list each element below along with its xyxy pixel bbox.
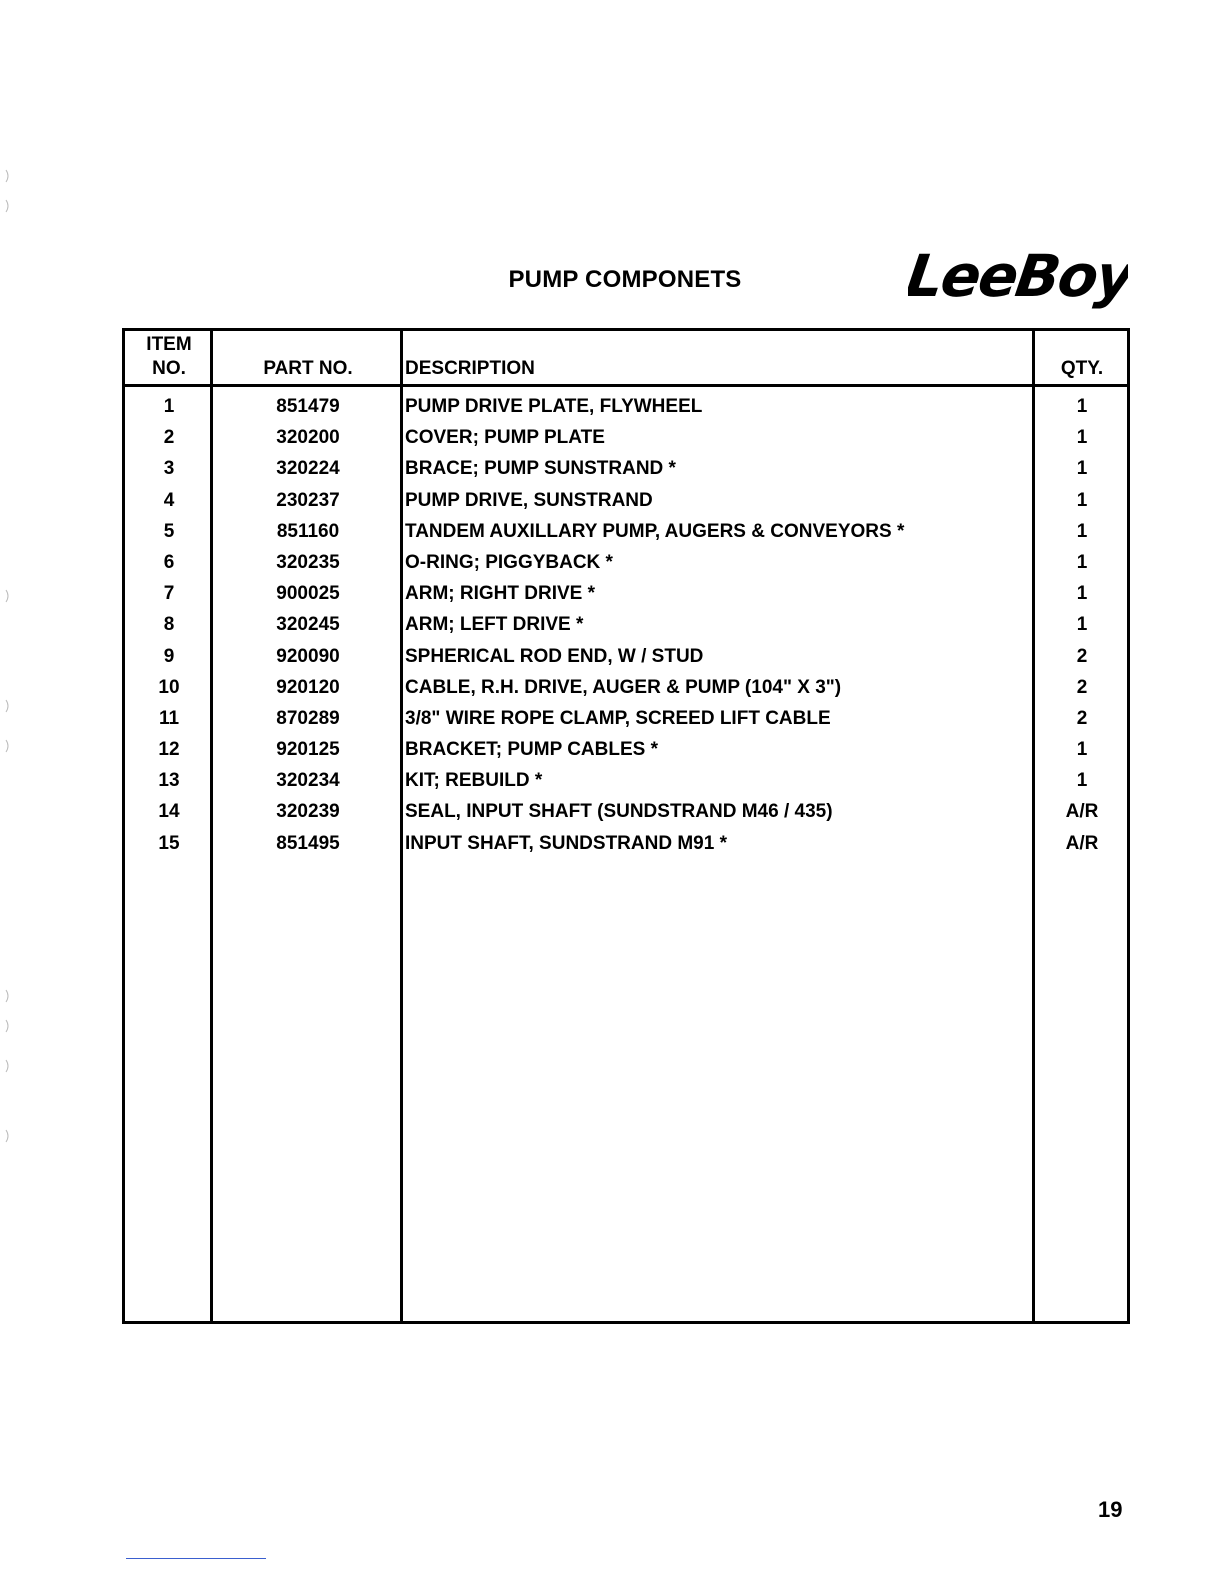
- table-row: [125, 578, 1127, 609]
- cell-description: ARM; LEFT DRIVE *: [405, 614, 584, 636]
- cell-part-no: 320200: [276, 427, 340, 449]
- cell-item-no: 14: [158, 801, 180, 823]
- page-title: PUMP COMPONETS: [508, 266, 742, 293]
- cell-part-no: 851495: [276, 832, 340, 854]
- table-row: [125, 609, 1127, 640]
- cell-qty: 1: [1076, 427, 1088, 449]
- cell-qty: 1: [1076, 489, 1088, 511]
- cell-description: PUMP DRIVE, SUNSTRAND: [405, 489, 653, 511]
- cell-qty: 1: [1076, 458, 1088, 480]
- cell-item-no: 12: [158, 739, 180, 761]
- cell-qty: 1: [1076, 396, 1088, 417]
- cell-qty: 1: [1076, 520, 1088, 542]
- cell-part-no: 900025: [276, 583, 340, 605]
- cell-item-no: 1: [163, 396, 175, 417]
- table-row: [125, 422, 1127, 453]
- cell-part-no: 320224: [276, 458, 340, 480]
- cell-item-no: 15: [158, 832, 180, 854]
- table-row: [125, 641, 1127, 672]
- cell-part-no: 320235: [276, 551, 340, 573]
- binding-hole-marks: [0, 0, 14, 1584]
- cell-item-no: 8: [163, 614, 175, 636]
- cell-item-no: 2: [163, 427, 175, 449]
- cell-description: COVER; PUMP PLATE: [405, 427, 605, 449]
- cell-item-no: 5: [163, 520, 175, 542]
- cell-part-no: 920090: [276, 645, 340, 667]
- cell-description: SEAL, INPUT SHAFT (SUNDSTRAND M46 / 435): [405, 801, 833, 823]
- table-row: [125, 516, 1127, 547]
- parts-table: [122, 328, 1130, 1324]
- cell-part-no: 320245: [276, 614, 340, 636]
- table-body: [125, 391, 1127, 859]
- header-part-no: PART NO.: [263, 358, 353, 379]
- footer-rule: [126, 1558, 266, 1559]
- table-row: [125, 734, 1127, 765]
- cell-description: O-RING; PIGGYBACK *: [405, 551, 613, 573]
- header-divider: [125, 384, 1127, 387]
- cell-qty: 1: [1076, 551, 1088, 573]
- cell-part-no: 870289: [276, 707, 340, 729]
- table-row: [125, 672, 1127, 703]
- cell-item-no: 10: [158, 676, 180, 698]
- header-item-no: ITEM NO.: [146, 334, 192, 379]
- cell-part-no: 320234: [276, 770, 340, 792]
- cell-qty: 1: [1076, 583, 1088, 605]
- cell-qty: 2: [1076, 676, 1088, 698]
- cell-item-no: 3: [163, 458, 175, 480]
- table-row: [125, 547, 1127, 578]
- header-qty: QTY.: [1060, 358, 1104, 379]
- table-row: [125, 703, 1127, 734]
- cell-part-no: 920125: [276, 739, 340, 761]
- table-row: [125, 765, 1127, 796]
- cell-item-no: 7: [163, 583, 175, 605]
- table-row: [125, 391, 1127, 422]
- cell-description: BRACKET; PUMP CABLES *: [405, 739, 659, 761]
- cell-description: BRACE; PUMP SUNSTRAND *: [405, 458, 676, 480]
- cell-description: KIT; REBUILD *: [405, 770, 543, 792]
- cell-qty: 1: [1076, 739, 1088, 761]
- cell-description: 3/8" WIRE ROPE CLAMP, SCREED LIFT CABLE: [405, 707, 831, 729]
- table-row: [125, 453, 1127, 484]
- header-description: DESCRIPTION: [405, 358, 535, 379]
- cell-qty: 1: [1076, 770, 1088, 792]
- cell-qty: 1: [1076, 614, 1088, 636]
- cell-part-no: 230237: [276, 489, 340, 511]
- cell-description: CABLE, R.H. DRIVE, AUGER & PUMP (104" X 3"): [405, 676, 842, 698]
- cell-item-no: 13: [158, 770, 180, 792]
- cell-part-no: 851160: [276, 520, 340, 542]
- cell-item-no: 9: [163, 645, 175, 667]
- cell-description: ARM; RIGHT DRIVE *: [405, 583, 595, 605]
- cell-qty: 2: [1076, 645, 1088, 667]
- table-row: [125, 796, 1127, 827]
- cell-item-no: 11: [158, 707, 180, 729]
- cell-qty: A/R: [1065, 801, 1099, 823]
- table-row: [125, 828, 1127, 859]
- cell-description: SPHERICAL ROD END, W / STUD: [405, 645, 704, 667]
- cell-qty: 2: [1076, 707, 1088, 729]
- page-number: 19: [1098, 1497, 1123, 1522]
- cell-part-no: 320239: [276, 801, 340, 823]
- leeboy-logo: [908, 238, 1128, 322]
- table-row: [125, 485, 1127, 516]
- cell-qty: A/R: [1065, 832, 1099, 854]
- cell-part-no: 851479: [276, 396, 340, 417]
- cell-item-no: 6: [163, 551, 175, 573]
- logo-text: LeeBoy: [908, 242, 1128, 310]
- cell-description: TANDEM AUXILLARY PUMP, AUGERS & CONVEYORS *: [405, 520, 905, 542]
- cell-part-no: 920120: [276, 676, 340, 698]
- cell-item-no: 4: [163, 489, 175, 511]
- cell-description: INPUT SHAFT, SUNDSTRAND M91 *: [405, 832, 727, 854]
- cell-description: PUMP DRIVE PLATE, FLYWHEEL: [405, 396, 703, 417]
